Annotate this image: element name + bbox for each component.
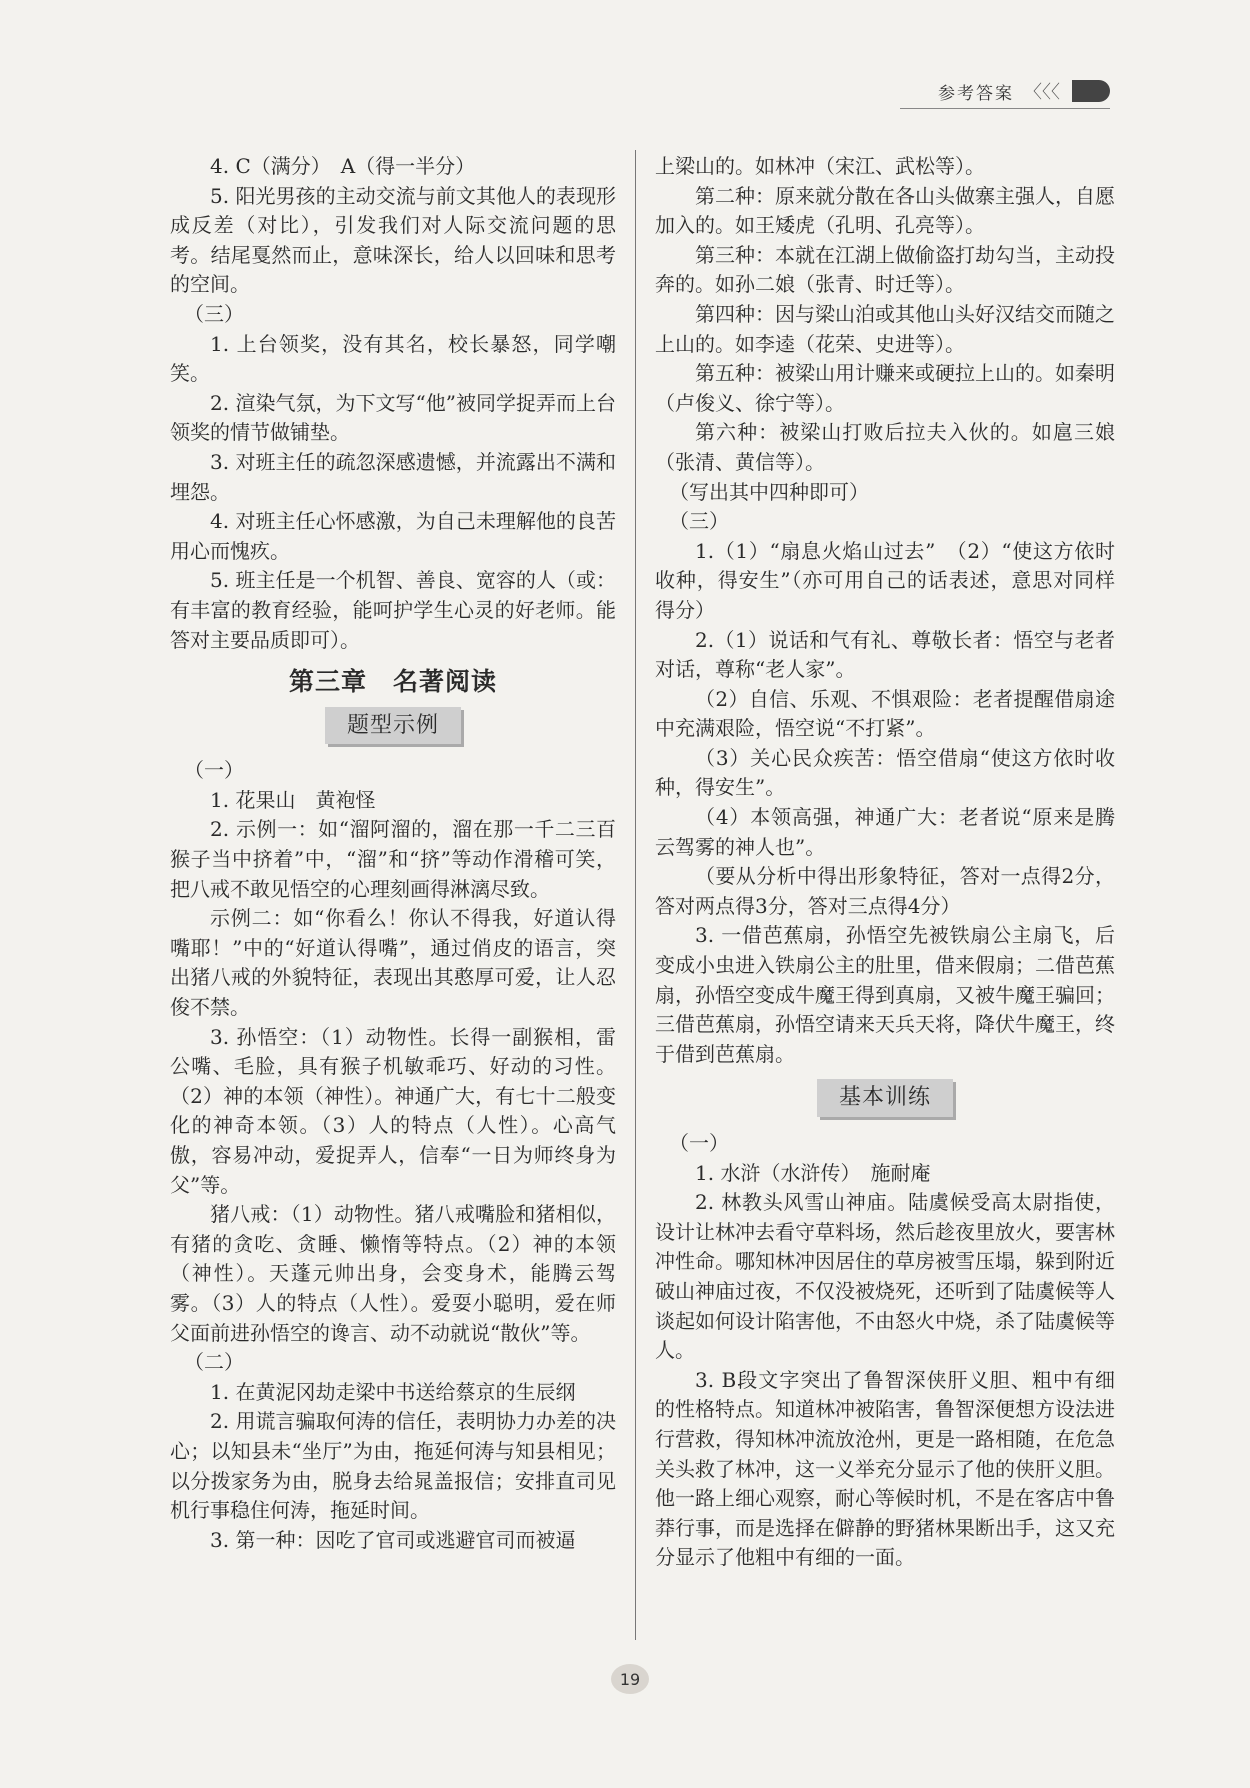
answer-paragraph: （4）本领高强，神通广大：老者说“原来是腾云驾雾的神人也”。 xyxy=(655,805,1115,859)
left-answers-bottom xyxy=(170,756,616,1555)
answer-paragraph: （一） xyxy=(669,1131,729,1155)
header-tab-marker xyxy=(1072,80,1110,102)
section-example-wrap xyxy=(170,707,616,745)
answer-paragraph: 第六种：被梁山打败后拉夫入伙的。如扈三娘（张清、黄信等）。 xyxy=(655,420,1115,474)
answer-paragraph: 2. 林教头风雪山神庙。陆虞候受高太尉指使，设计让林冲去看守草料场，然后趁夜里放火，要害林冲性命。哪知林冲因居住的草房被雪压塌，躲到附近破山神庙过夜，不仅没被烧死，还听到了陆虞候等人谈起如何设计陷害他，不由怒火中烧，杀了陆虞候等人。 xyxy=(655,1190,1115,1363)
left-column xyxy=(170,152,616,1555)
left-answers-top xyxy=(170,152,616,655)
answer-paragraph: 1. 花果山 黄袍怪 xyxy=(210,787,376,812)
answer-paragraph: 第三种：本就在江湖上做偷盗打劫勾当，主动投奔的。如孙二娘（张青、时迁等）。 xyxy=(655,242,1115,297)
section-training-heading: 基本训练 xyxy=(817,1079,953,1117)
answer-paragraph: 5. 班主任是一个机智、善良、宽容的人（或：有丰富的教育经验，能呵护学生心灵的好老师。能答对主要品质即可）。 xyxy=(170,568,616,652)
header-label: 参考答案 xyxy=(938,83,1014,104)
answer-paragraph: 1. 在黄泥冈劫走梁中书送给蔡京的生辰纲 xyxy=(210,1379,576,1404)
right-answers-bottom xyxy=(655,1129,1115,1573)
answer-paragraph: 2. 示例一：如“溜阿溜的，溜在那一千二三百猴子当中挤着”中，“溜”和“挤”等动作滑稽可笑，把八戒不敢见悟空的心理刻画得淋漓尽致。 xyxy=(170,817,616,901)
right-answers-top xyxy=(655,152,1115,1069)
chevron-left-icon: 〈〈〈 xyxy=(1024,82,1060,103)
section-example-heading: 题型示例 xyxy=(325,707,461,745)
answer-paragraph: 1.（1）“扇息火焰山过去” （2）“使这方依时收种，得安生”（亦可用自己的话表述，意思对同样得分） xyxy=(655,538,1115,622)
answer-paragraph: （三） xyxy=(669,509,729,534)
answer-paragraph: 2. 用谎言骗取何涛的信任，表明协力办差的决心；以知县未“坐厅”为由，拖延何涛与知县相见；以分拨家务为由，脱身去给晁盖报信；安排直司见机行事稳住何涛，拖延时间。 xyxy=(170,1409,616,1523)
answer-paragraph: （三） xyxy=(184,301,244,326)
answer-paragraph: 第二种：原来就分散在各山头做寨主强人，自愿加入的。如王矮虎（孔明、孔亮等）。 xyxy=(655,183,1115,238)
answer-paragraph: （写出其中四种即可） xyxy=(669,479,869,504)
page-header xyxy=(938,78,1110,104)
answer-paragraph: （3）关心民众疾苦：悟空借扇“使这方依时收种，得安生”。 xyxy=(655,745,1115,800)
answer-paragraph: 第五种：被梁山用计赚来或硬拉上山的。如秦明（卢俊义、徐宁等）。 xyxy=(655,361,1115,415)
answer-paragraph: 2.（1）说话和气有礼、尊敬长者：悟空与老者对话，尊称“老人家”。 xyxy=(655,627,1115,682)
answer-paragraph: 3. 对班主任的疏忽深感遗憾，并流露出不满和埋怨。 xyxy=(170,449,616,504)
column-divider xyxy=(635,150,636,1640)
answer-paragraph: 4. C（满分） A（得一半分） xyxy=(210,154,476,178)
page-number: 19 xyxy=(611,1664,649,1694)
answer-paragraph: 第四种：因与梁山泊或其他山头好汉结交而随之上山的。如李逵（花荣、史进等）。 xyxy=(655,301,1115,356)
answer-paragraph: 猪八戒：（1）动物性。猪八戒嘴脸和猪相似，有猪的贪吃、贪睡、懒惰等特点。（2）神的本领（神性）。天蓬元帅出身，会变身术，能腾云驾雾。（3）人的特点（人性）。爱耍小聪明，爱在师父面前进孙悟空的谗言、动不动就说“散伙”等。 xyxy=(170,1202,616,1345)
answer-paragraph: 2. 渲染气氛，为下文写“他”被同学捉弄而上台领奖的情节做铺垫。 xyxy=(170,390,616,445)
answer-paragraph: 3. 一借芭蕉扇，孙悟空先被铁扇公主扇飞，后变成小虫进入铁扇公主的肚里，借来假扇；二借芭蕉扇，孙悟空变成牛魔王得到真扇，又被牛魔王骗回；三借芭蕉扇，孙悟空请来天兵天将，降伏牛魔王，终于借到芭蕉扇。 xyxy=(655,923,1115,1066)
chapter-title: 第三章 名著阅读 xyxy=(288,667,497,697)
answer-paragraph: 1. 水浒（水浒传） 施耐庵 xyxy=(695,1160,931,1185)
answer-paragraph: 3. B段文字突出了鲁智深侠肝义胆、粗中有细的性格特点。知道林冲被陷害，鲁智深便想方设法进行营救，得知林冲流放沧州，更是一路相随，在危急关头救了林冲，这一义举充分显示了他的侠肝义胆。他一路上细心观察，耐心等候时机，不是在客店中鲁莽行事，而是选择在僻静的野猪林果断出手，这又充分显示了他粗中有细的一面。 xyxy=(655,1367,1115,1570)
answer-paragraph: 3. 第一种：因吃了官司或逃避官司而被逼 xyxy=(210,1527,576,1552)
answer-paragraph: 4. 对班主任心怀感激，为自己未理解他的良苦用心而愧疚。 xyxy=(170,509,616,563)
answer-paragraph: 示例二：如“你看么！你认不得我，好道认得嘴耶！”中的“好道认得嘴”，通过俏皮的语言，突出猪八戒的外貌特征，表现出其憨厚可爱，让人忍俊不禁。 xyxy=(170,906,616,1020)
section-training-wrap xyxy=(655,1079,1115,1117)
answer-paragraph: （2）自信、乐观、不惧艰险：老者提醒借扇途中充满艰险，悟空说“不打紧”。 xyxy=(655,686,1115,741)
header-rule xyxy=(900,108,1110,109)
answer-paragraph: 5. 阳光男孩的主动交流与前文其他人的表现形成反差（对比），引发我们对人际交流问题的思考。结尾戛然而止，意味深长，给人以回味和思考的空间。 xyxy=(170,183,616,297)
answer-paragraph: （二） xyxy=(184,1350,244,1375)
answer-paragraph: 上梁山的。如林冲（宋江、武松等）。 xyxy=(655,154,985,178)
answer-paragraph: （一） xyxy=(184,758,244,783)
answer-paragraph: 1. 上台领奖，没有其名，校长暴怒，同学嘲笑。 xyxy=(170,331,616,386)
answer-paragraph: （要从分析中得出形象特征，答对一点得2分，答对两点得3分，答对三点得4分） xyxy=(655,864,1115,918)
answer-paragraph: 3. 孙悟空：（1）动物性。长得一副猴相，雷公嘴、毛脸，具有猴子机敏乖巧、好动的习性。（2）神的本领（神性）。神通广大，有七十二般变化的神奇本领。（3）人的特点（人性）。心高气傲，容易冲动，爱捉弄人，信奉“一日为师终身为父”等。 xyxy=(170,1024,616,1197)
right-column xyxy=(655,152,1115,1573)
